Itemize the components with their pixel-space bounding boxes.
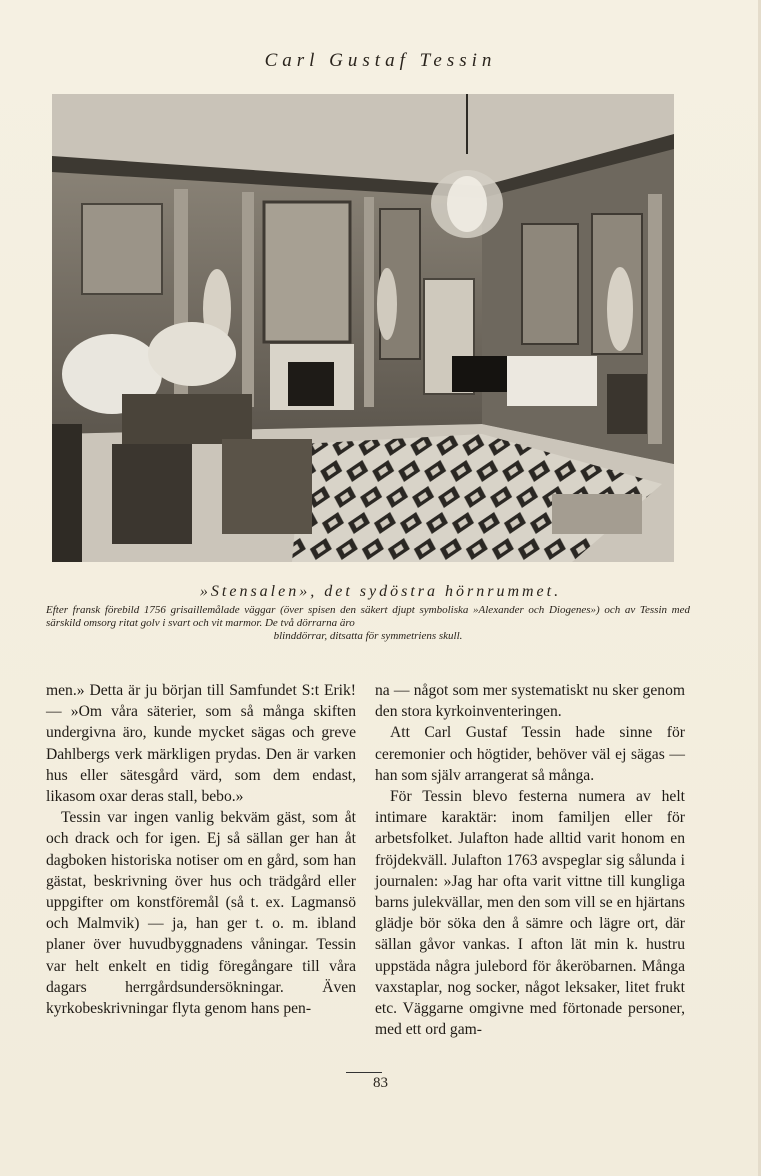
folio-rule [346, 1072, 382, 1073]
left-text-column [46, 680, 356, 1019]
figure-caption-text [46, 604, 690, 643]
paragraph: För Tessin blevo festerna numera av helt intimare karaktär: inom familjen eller för arbetsfolket. Julafton hade alltid varit honom en fröjdekväll. Julafton 1763 avspeglar sig sålunda i journalen: »Jag har ofta varit vittne till kungliga barns julekvällar, men den som vill se en hjärtans glädje bör söka den å sämre och lägre ort, där sällan gåvor vankas. I afton lät min k. hustru uppstäda några julebord för åkeröbarnen. Många vaxstaplar, nog socker, något leksaker, litet frukt etc. Väggarne omgivne med förtonade personer, med ett ord gam- [375, 788, 685, 1039]
salon-photograph [52, 94, 674, 562]
right-text-column [375, 680, 685, 1040]
figure-caption-body: Efter fransk förebild 1756 grisaillemålade väggar (över spisen den säkert djupt symboliska »Alexander och Diogenes») och av Tessin med särskild omsorg ritat golv i svart och vit marmor. De två dörrarna äro [46, 604, 690, 629]
paragraph: men.» Detta är ju början till Samfundet S:t Erik! — »Om våra säterier, som så många skiften undergivna äro, kunde mycket sägas och greve Dahlbergs verk märkligen prydas. Den är varken hus eller sätesgård värd, som dem endast, likasom oxar deras stall, bebo.» [46, 682, 356, 806]
paragraph: Att Carl Gustaf Tessin hade sinne för ceremonier och högtider, behöver väl ej sägas — han som själv arrangerat så många. [375, 724, 685, 784]
paragraph: na — något som mer systematiskt nu sker genom den stora kyrkoinventeringen. [375, 682, 685, 721]
paragraph: Tessin var ingen vanlig bekväm gäst, som åt och drack och for igen. Ej så sällan ger han åt dagboken historiska notiser om en gård, som han gästat, beskrivning över hus och trädgård eller uppgifter om konstföremål (så t. ex. Lagmansö och Malmvik) — ja, han ger t. o. m. ibland planer över huvudbyggnadens våningar. Tessin var helt enkelt en tidig föregångare till våra dagars herrgårdsundersökningar. Även kyrkobeskrivningar flyta genom hans pen- [46, 809, 356, 1018]
figure-caption-last-line: blinddörrar, ditsatta för symmetriens skull. [273, 630, 463, 642]
running-head: Carl Gustaf Tessin [264, 50, 497, 71]
page-number: 83 [373, 1075, 388, 1091]
figure-caption-title: »Stensalen», det sydöstra hörnrummet. [199, 583, 562, 600]
salon-photograph-illustration [52, 94, 674, 562]
